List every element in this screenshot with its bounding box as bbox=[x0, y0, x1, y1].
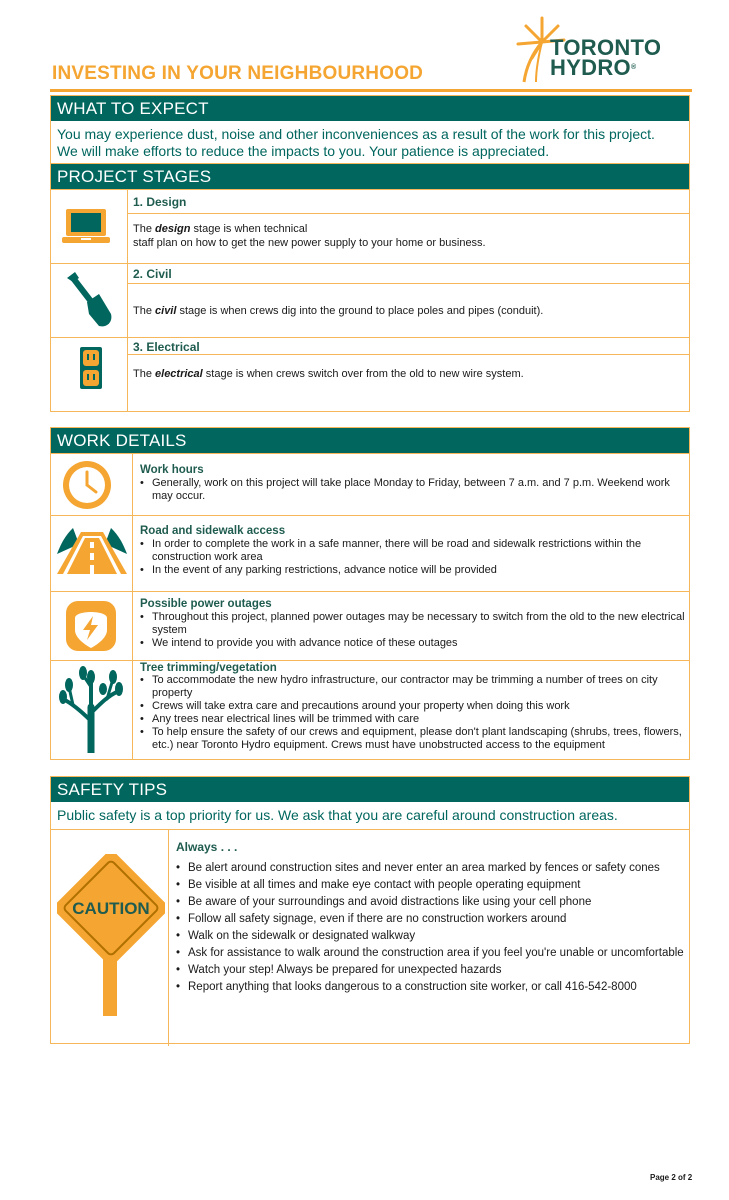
brand-line-2: HYDRO bbox=[550, 55, 631, 80]
work-detail-bullet: • To help ensure the safety of our crews and equipment, please don't plant landscaping (shrubs, trees, flowers, etc.) near Toronto Hydro equipment. Crews must have unobstructed access to the equipment bbox=[140, 726, 685, 752]
page-number: Page 2 of 2 bbox=[650, 1173, 693, 1182]
project-stages-heading: PROJECT STAGES bbox=[51, 164, 689, 189]
work-details-section bbox=[50, 427, 690, 760]
safety-always-label: Always . . . bbox=[176, 840, 238, 854]
work-detail-bullet: • Generally, work on this project will take place Monday to Friday, between 7 a.m. and 7 p.m. Weekend work may occur. bbox=[140, 477, 685, 503]
registered-mark: ® bbox=[630, 64, 637, 71]
work-detail-bullet: • To accommodate the new hydro infrastructure, our contractor may be trimming a number of trees on city property bbox=[140, 674, 685, 700]
work-detail-row-trees bbox=[51, 660, 689, 760]
safety-tip: • Follow all safety signage, even if there are no construction workers around bbox=[176, 913, 689, 926]
what-to-expect-line-1: You may experience dust, noise and other inconveniences as a result of the work for this project. bbox=[57, 126, 655, 142]
work-detail-title: Possible power outages bbox=[140, 598, 272, 610]
project-stages-section bbox=[50, 163, 690, 412]
work-detail-bullet: • In order to complete the work in a safe manner, there will be road and sidewalk restrictions within the construction work area bbox=[140, 538, 685, 564]
work-detail-bullet: • Crews will take extra care and precautions around your property when doing this work bbox=[140, 700, 685, 713]
safety-tip: • Be alert around construction sites and never enter an area marked by fences or safety cones bbox=[176, 862, 689, 875]
work-detail-bullet: • Any trees near electrical lines will be trimmed with care bbox=[140, 713, 685, 726]
what-to-expect-line-2: We will make efforts to reduce the impacts to you. Your patience is appreciated. bbox=[57, 143, 550, 159]
safety-tip: • Report anything that looks dangerous to a construction site worker, or call 416-542-8000 bbox=[176, 981, 689, 994]
work-detail-title: Work hours bbox=[140, 464, 204, 476]
stage-text-suffix: stage is when crews switch over from the old to new wire system. bbox=[202, 368, 524, 380]
work-detail-title: Road and sidewalk access bbox=[140, 525, 286, 537]
safety-tips-list bbox=[169, 862, 689, 994]
work-detail-row-road bbox=[51, 515, 689, 591]
stage-emphasis: civil bbox=[155, 305, 177, 317]
stage-description-civil bbox=[128, 284, 689, 318]
stage-text-suffix: stage is when crews dig into the ground to place poles and pipes (conduit). bbox=[176, 305, 544, 317]
work-detail-bullet: • We intend to provide you with advance notice of these outages bbox=[140, 637, 685, 650]
work-detail-list bbox=[133, 611, 689, 650]
work-detail-list bbox=[133, 477, 689, 503]
stage-text-prefix: The bbox=[133, 368, 156, 380]
outlet-icon bbox=[79, 346, 103, 390]
stage-row-electrical bbox=[51, 337, 689, 411]
stage-text-suffix: stage is when technical bbox=[190, 223, 308, 235]
caution-sign-text: CAUTION bbox=[72, 899, 150, 918]
work-detail-bullet: • In the event of any parking restrictions, advance notice will be provided bbox=[140, 564, 685, 577]
safety-tip: • Watch your step! Always be prepared for unexpected hazards bbox=[176, 964, 689, 977]
road-icon bbox=[55, 524, 129, 574]
stage-description-design bbox=[128, 214, 689, 250]
stage-row-design bbox=[51, 189, 689, 263]
stage-title-electrical: 3. Electrical bbox=[128, 338, 689, 355]
brand-wordmark bbox=[550, 35, 662, 80]
stage-description-electrical bbox=[128, 355, 689, 381]
stage-emphasis: electrical bbox=[155, 368, 203, 380]
shovel-icon bbox=[63, 270, 115, 330]
work-detail-bullet: • Throughout this project, planned power outages may be necessary to switch from the old to the new electrical system bbox=[140, 611, 685, 637]
stage-emphasis: design bbox=[155, 223, 191, 235]
safety-tip: • Ask for assistance to walk around the construction area if you feel you're unable or uncomfortable bbox=[176, 947, 689, 960]
what-to-expect-heading: WHAT TO EXPECT bbox=[51, 96, 689, 121]
work-detail-title: Tree trimming/vegetation bbox=[140, 662, 277, 674]
caution-sign-icon bbox=[57, 854, 165, 1018]
safety-tip: • Be aware of your surroundings and avoid distractions like using your cell phone bbox=[176, 896, 689, 909]
work-detail-row-outages bbox=[51, 591, 689, 660]
stage-text-prefix: The bbox=[133, 223, 156, 235]
stage-text-line-2: staff plan on how to get the new power supply to your home or business. bbox=[133, 237, 486, 249]
work-detail-row-hours bbox=[51, 453, 689, 515]
work-detail-list bbox=[133, 674, 689, 752]
tree-icon bbox=[55, 665, 127, 753]
clock-icon bbox=[62, 460, 112, 510]
safety-tips-section bbox=[50, 776, 690, 1044]
what-to-expect-section bbox=[50, 95, 690, 166]
safety-tips-intro: Public safety is a top priority for us. We ask that you are careful around construction areas. bbox=[51, 802, 689, 830]
work-detail-list bbox=[133, 538, 689, 577]
power-outage-icon bbox=[65, 600, 117, 652]
safety-tip: • Be visible at all times and make eye contact with people operating equipment bbox=[176, 879, 689, 892]
stage-title-design: 1. Design bbox=[128, 190, 689, 214]
stage-row-civil bbox=[51, 263, 689, 337]
page-title: INVESTING IN YOUR NEIGHBOURHOOD bbox=[52, 63, 424, 84]
work-details-heading: WORK DETAILS bbox=[51, 428, 689, 453]
safety-tips-body bbox=[51, 830, 689, 1046]
brand-line-1: TORONTO bbox=[550, 35, 662, 60]
laptop-icon bbox=[61, 207, 111, 245]
stage-text-prefix: The bbox=[133, 305, 156, 317]
what-to-expect-text bbox=[51, 121, 689, 165]
title-divider bbox=[50, 89, 692, 92]
safety-tips-heading: SAFETY TIPS bbox=[51, 777, 689, 802]
stage-title-civil: 2. Civil bbox=[128, 264, 689, 284]
safety-tip: • Walk on the sidewalk or designated walkway bbox=[176, 930, 689, 943]
